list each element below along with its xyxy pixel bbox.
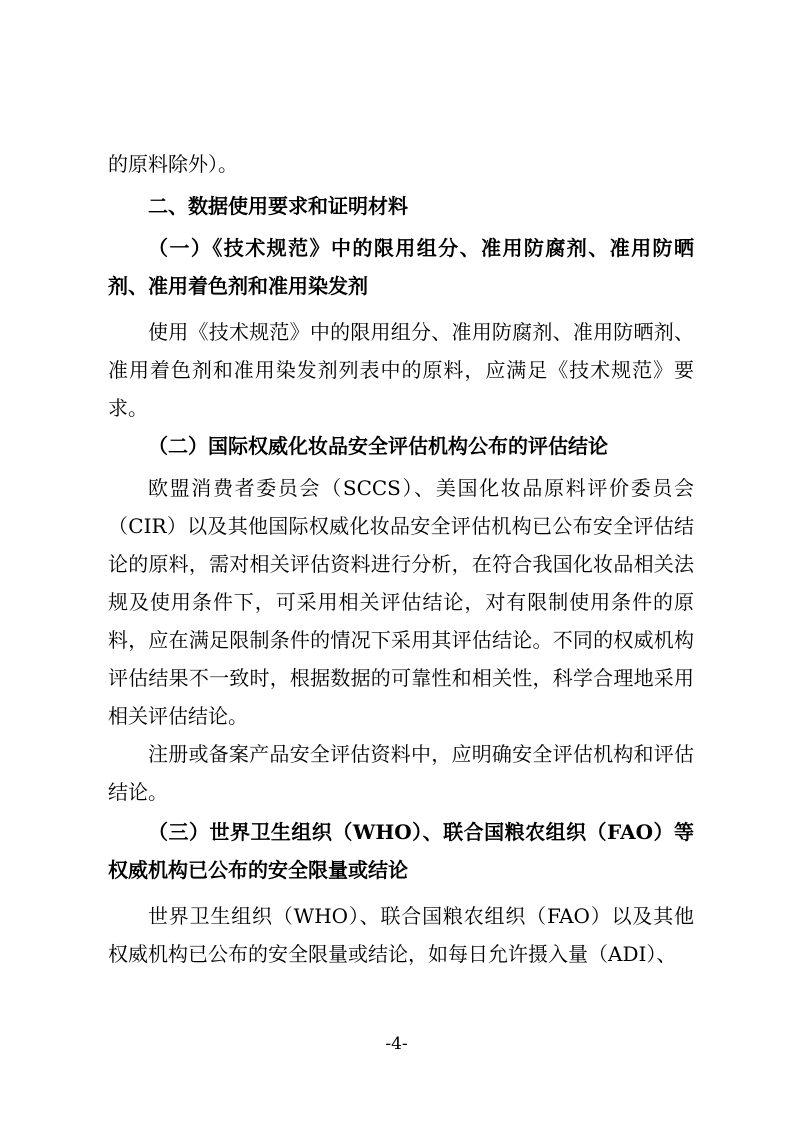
- continuation-text: 的原料除外）。: [108, 152, 238, 176]
- subsection-2-paragraph-1: 欧盟消费者委员会（SCCS）、美国化妆品原料评价委员会（CIR）以及其他国际权威化妆品安全评估机构已公布安全评估结论的原料，需对相关评估资料进行分析，在符合我国化妆品相关法规及使用条件下，可采用相关评估结论，对有限制使用条件的原料，应在满足限制条件的情况下采用其评估结论。不同的权威机构评估结果不一致时，根据数据的可靠性和相关性，科学合理地采用相关评估结论。: [108, 476, 694, 728]
- subsection-2-paragraph-2: 注册或备案产品安全评估资料中，应明确安全评估机构和评估结论。: [108, 742, 694, 804]
- section-heading: 二、数据使用要求和证明材料: [148, 194, 408, 218]
- subsection-heading-2: （二）国际权威化妆品安全评估机构公布的评估结论: [148, 434, 608, 458]
- subsection-heading-3: （三）世界卫生组织（WHO）、联合国粮农组织（FAO）等权威机构已公布的安全限量或结论: [108, 820, 694, 882]
- subsection-3-paragraph: 世界卫生组织（WHO）、联合国粮农组织（FAO）以及其他权威机构已公布的安全限量或结论，如每日允许摄入量（ADI）、: [108, 904, 694, 966]
- subsection-1-paragraph: 使用《技术规范》中的限用组分、准用防腐剂、准用防晒剂、准用着色剂和准用染发剂列表中的原料，应满足《技术规范》要求。: [108, 320, 694, 420]
- page-number: -4-: [385, 1034, 408, 1054]
- subsection-heading-1: （一）《技术规范》中的限用组分、准用防腐剂、准用防晒剂、准用着色剂和准用染发剂: [108, 236, 694, 298]
